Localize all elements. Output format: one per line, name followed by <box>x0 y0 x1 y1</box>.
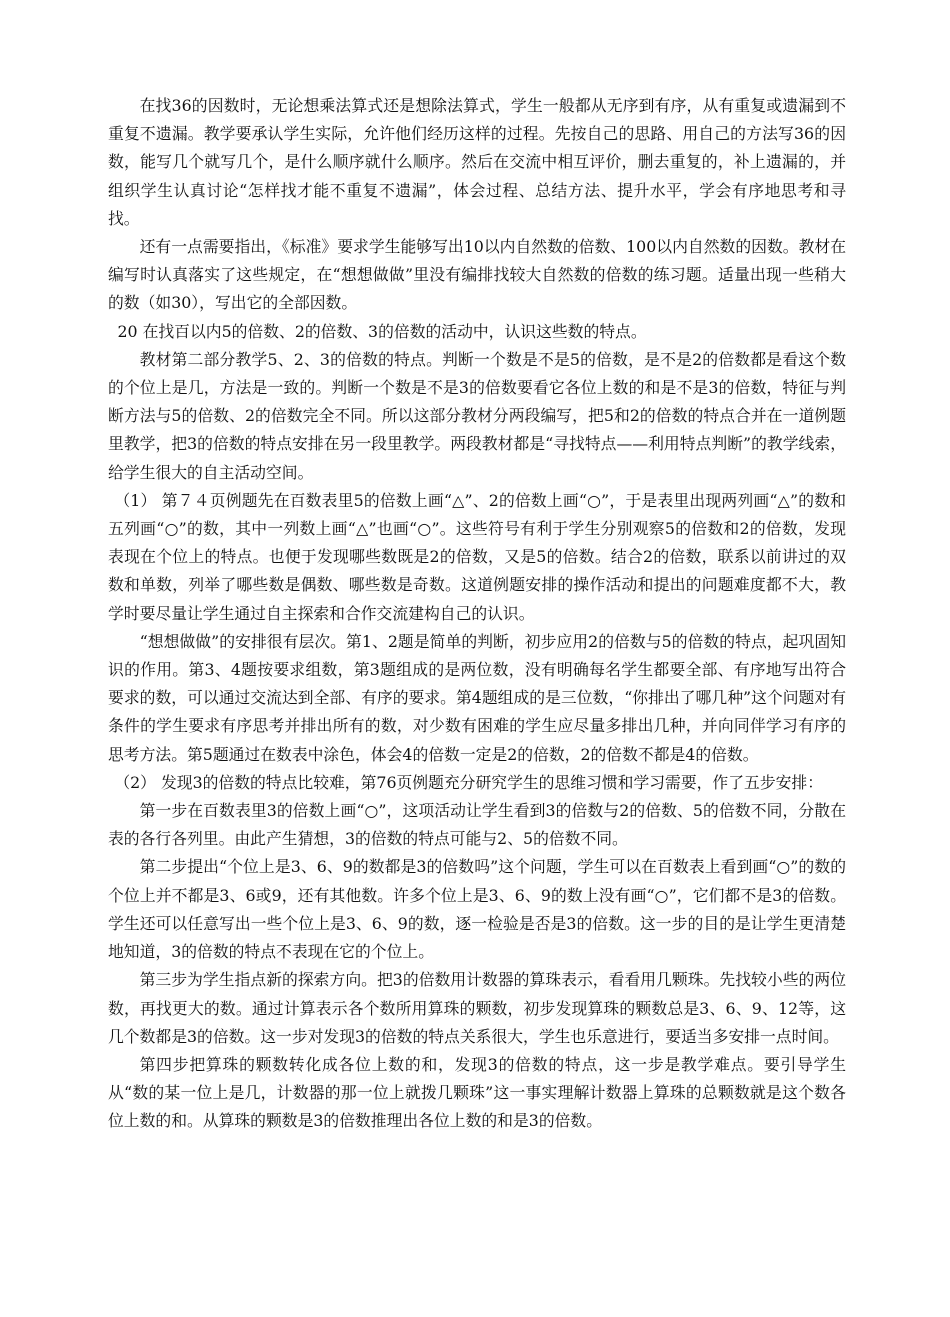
paragraph-step-one: 第一步在百数表里3的倍数上画“○”，这项活动让学生看到3的倍数与2的倍数、5的倍数不同，分散在表的各行各列里。由此产生猜想，3的倍数的特点可能与2、5的倍数不同。 <box>108 801 846 849</box>
paragraph-factors-of-36: 在找36的因数时，无论想乘法算式还是想除法算式，学生一般都从无序到有序，从有重复或遗漏到不重复不遗漏。教学要承认学生实际，允许他们经历这样的过程。先按自己的思路、用自己的方法写36的因数，能写几个就写几个，是什么顺序就什么顺序。然后在交流中相互评价，删去重复的，补上遗漏的，并组织学生认真讨论“怎样找才能不重复不遗漏”，体会过程、总结方法、提升水平，学会有序地思考和寻找。 <box>108 96 846 228</box>
document-page <box>108 92 846 1136</box>
paragraph-think-and-do: “想想做做”的安排很有层次。第1、2题是简单的判断，初步应用2的倍数与5的倍数的特点，起巩固知识的作用。第3、4题按要求组数，第3题组成的是两位数，没有明确每名学生都要全部、有序地写出符合要求的数，可以通过交流达到全部、有序的要求。第4题组成的是三位数，“你排出了哪几种”这个问题对有条件的学生要求有序思考并排出所有的数，对少数有困难的学生应尽量多排出几种，并向同伴学习有序的思考方法。第5题通过在数表中涂色，体会4的倍数一定是2的倍数，2的倍数不都是4的倍数。 <box>108 631 846 764</box>
paragraph-step-two: 第二步提出“个位上是3、6、9的数都是3的倍数吗”这个问题，学生可以在百数表上看到画“○”的数的个位上并不都是3、6或9，还有其他数。许多个位上是3、6、9的数上没有画“○”，它们都不是3的倍数。学生还可以任意写出一些个位上是3、6、9的数，逐一检验是否是3的倍数。这一步的目的是让学生更清楚地知道，3的倍数的特点不表现在它的个位上。 <box>108 857 846 962</box>
paragraph-standard-requirement: 还有一点需要指出，《标准》要求学生能够写出10以内自然数的倍数、100以内自然数的因数。教材在编写时认真落实了这些规定，在“想想做做”里没有编排找较大自然数的倍数的练习题。适量出现一些稍大的数（如30），写出它的全部因数。 <box>108 237 846 313</box>
paragraph-step-four: 第四步把算珠的颗数转化成各位上数的和，发现3的倍数的特点，这一步是教学难点。要引导学生从“数的某一位上是几，计数器的那一位上就拨几颗珠”这一事实理解计数器上算珠的总颗数就是这个数各位上数的和。从算珠的颗数是3的倍数推理出各位上数的和是3的倍数。 <box>108 1054 846 1131</box>
paragraph-part-two-intro: 教材第二部分教学5、2、3的倍数的特点。判断一个数是不是5的倍数，是不是2的倍数都是看这个数的个位上是几，方法是一致的。判断一个数是不是3的倍数要看它各位上数的和是不是3的倍数，特征与判断方法与5的倍数、2的倍数完全不同。所以这部分教材分两段编写，把5和2的倍数的特点合并在一道例题里教学，把3的倍数的特点安排在另一段里教学。两段教材都是“寻找特点——利用特点判断”的教学线索，给学生很大的自主活动空间。 <box>108 349 846 482</box>
paragraph-step-three: 第三步为学生指点新的探索方向。把3的倍数用计数器的算珠表示，看看用几颗珠。先找较小些的两位数，再找更大的数。通过计算表示各个数所用算珠的颗数，初步发现算珠的颗数总是3、6、9、12等，这几个数都是3的倍数。这一步对发现3的倍数的特点关系很大，学生也乐意进行，要适当多安排一点时间。 <box>108 970 846 1046</box>
paragraph-item-1-example-74: （1） 第７４页例题先在百数表里5的倍数上画“△”、2的倍数上画“○”，于是表里出现两列画“△”的数和五列画“○”的数，其中一列数上画“△”也画“○”。这些符号有利于学生分别观察5的倍数和2的倍数，发现表现在个位上的特点。也便于发现哪些数既是2的倍数，又是5的倍数。结合2的倍数，联系以前讲过的双数和单数，列举了哪些数是偶数、哪些数是奇数。这道例题安排的操作活动和提出的问题难度都不大，教学时要尽量让学生通过自主探索和合作交流建构自己的认识。 <box>108 490 846 623</box>
section-heading-20: 20 在找百以内5的倍数、2的倍数、3的倍数的活动中，认识这些数的特点。 <box>117 321 647 341</box>
paragraph-item-2-example-76: （2） 发现3的倍数的特点比较难，第76页例题充分研究学生的思维习惯和学习需要，作了五步安排： <box>114 772 824 792</box>
